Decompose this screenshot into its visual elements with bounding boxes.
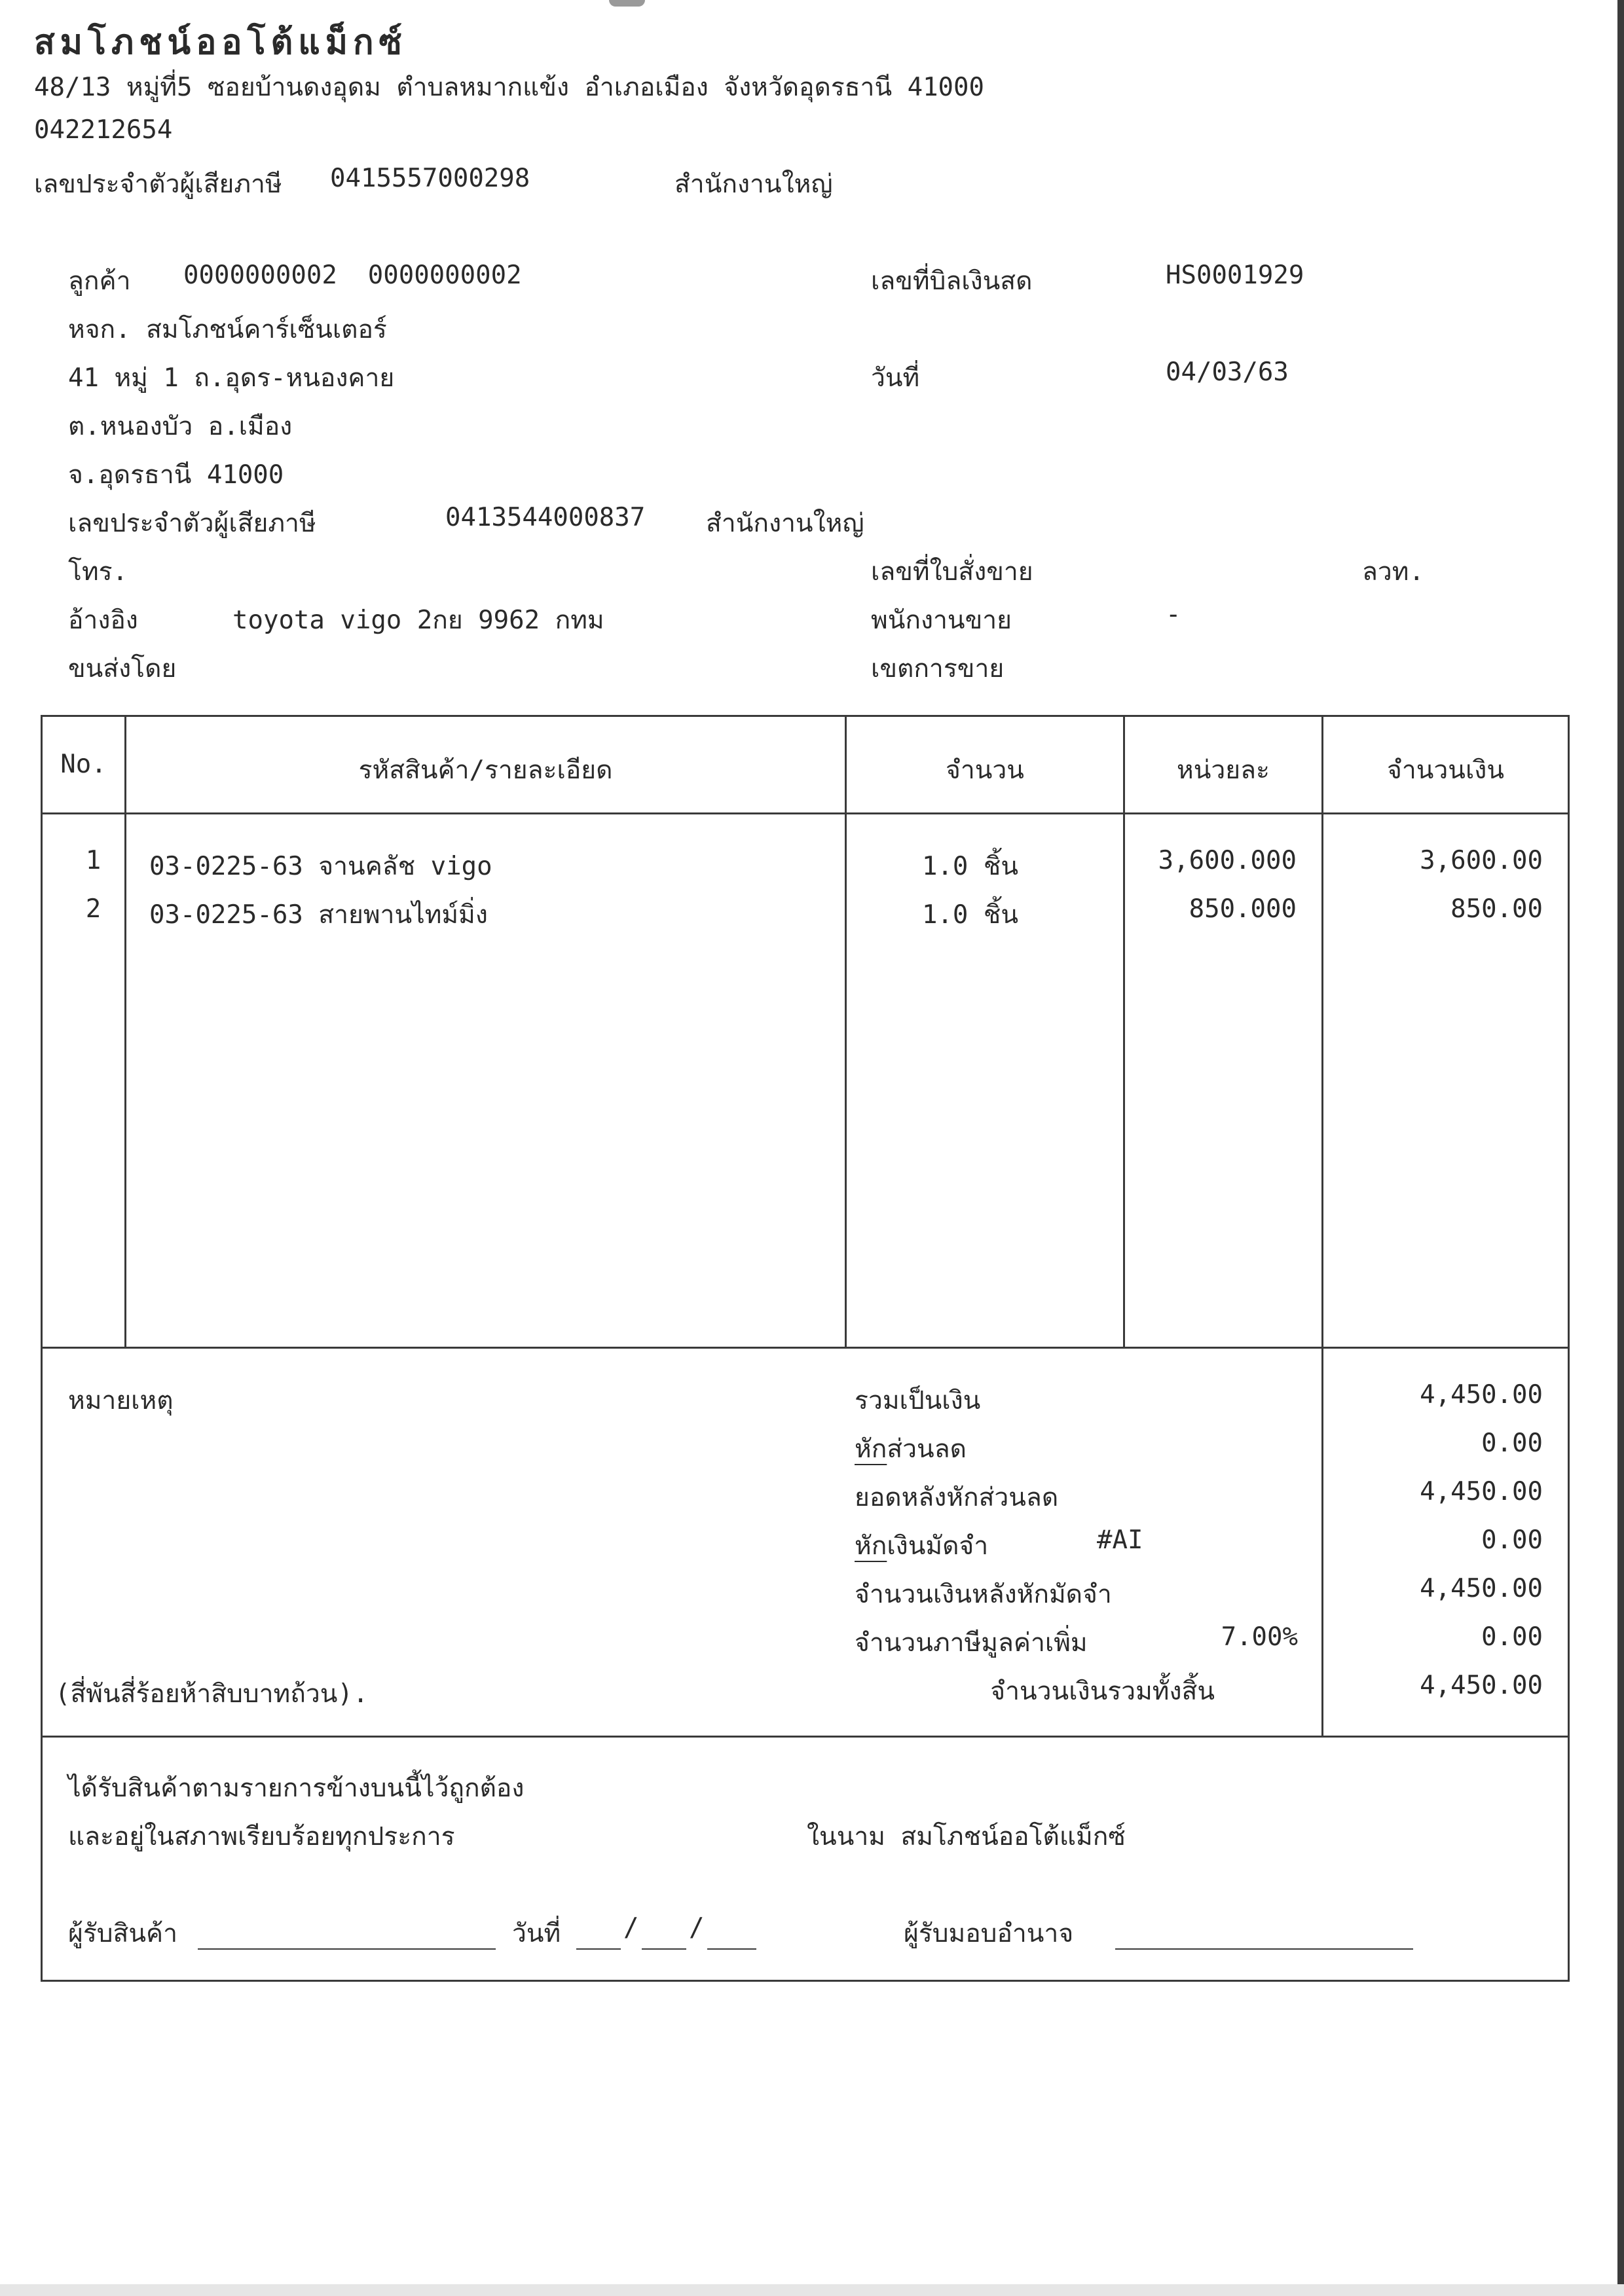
- after-deposit-value: 4,450.00: [1420, 1574, 1543, 1603]
- subtotal-value: 4,450.00: [1420, 1380, 1543, 1410]
- scan-smudge: [609, 0, 645, 7]
- vat-rate: 7.00%: [1221, 1622, 1298, 1652]
- reference-label: อ้างอิง: [68, 606, 138, 635]
- sales-order-label: เลขที่ใบสั่งขาย: [871, 557, 1033, 587]
- company-tax-label: เลขประจำตัวผู้เสียภาษี: [34, 170, 282, 199]
- deposit-label: [855, 1525, 988, 1566]
- row-1-unit-price: 3,600.000: [1158, 846, 1297, 875]
- after-discount-value: 4,450.00: [1420, 1477, 1543, 1506]
- bill-date-label: วันที่: [871, 363, 920, 393]
- header-quantity: จำนวน: [946, 756, 1024, 785]
- row-2-amount: 850.00: [1450, 894, 1543, 924]
- receive-date-slash-1: /: [623, 1913, 639, 1942]
- customer-label: ลูกค้า: [68, 266, 131, 296]
- remark-label: หมายเหตุ: [68, 1386, 174, 1415]
- header-amount: จำนวนเงิน: [1386, 756, 1504, 785]
- scan-bottom-edge: [0, 2284, 1624, 2296]
- company-address: 48/13 หมู่ที่5 ซอยบ้านดงอุดม ตำบลหมากแข้ง อำเภอเมือง จังหวัดอุดรธานี 41000: [34, 73, 984, 102]
- received-statement-2: และอยู่ในสภาพเรียบร้อยทุกประการ: [68, 1822, 455, 1851]
- customer-address-1: 41 หมู่ 1 ถ.อุดร-หนองคาย: [68, 363, 395, 393]
- received-statement-1: ได้รับสินค้าตามรายการข้างบนนี้ไว้ถูกต้อง: [68, 1774, 525, 1803]
- summary-bottom-border: [41, 1736, 1570, 1738]
- amount-in-words: (สี่พันสี่ร้อยห้าสิบบาทถ้วน).: [55, 1679, 369, 1709]
- after-deposit-label: จำนวนเงินหลังหักมัดจำ: [855, 1580, 1112, 1609]
- receive-date-slash-2: /: [689, 1913, 705, 1942]
- col-divider-qty: [1123, 715, 1125, 1349]
- receive-date-day-line: [576, 1948, 621, 1950]
- table-header-divider: [41, 812, 1570, 814]
- discount-label-deduct: หัก: [855, 1434, 887, 1464]
- row-1-amount: 3,600.00: [1420, 846, 1543, 875]
- customer-tax-label: เลขประจำตัวผู้เสียภาษี: [68, 509, 316, 538]
- col-divider-desc: [845, 715, 847, 1349]
- discount-label-rest: ส่วนลด: [887, 1434, 967, 1464]
- receive-date-year-line: [707, 1948, 756, 1950]
- discount-label: [855, 1429, 967, 1469]
- customer-branch: สำนักงานใหญ่: [706, 509, 864, 538]
- company-phone: 042212654: [34, 115, 173, 145]
- header-unit-price: หน่วยละ: [1177, 756, 1270, 785]
- vat-label: จำนวนภาษีมูลค่าเพิ่ม: [855, 1628, 1088, 1658]
- after-discount-label: ยอดหลังหักส่วนลด: [855, 1483, 1059, 1512]
- bill-number-label: เลขที่บิลเงินสด: [871, 266, 1033, 296]
- discount-value: 0.00: [1481, 1429, 1543, 1458]
- subtotal-label: รวมเป็นเงิน: [855, 1386, 981, 1415]
- sales-area-label: เขตการขาย: [871, 654, 1005, 683]
- row-1-quantity: 1.0 ชิ้น: [921, 852, 1018, 881]
- row-2-description: 03-0225-63 สายพานไทม์มิ่ง: [149, 900, 488, 930]
- frame-right-border: [1568, 715, 1570, 1982]
- table-body-bottom-border: [41, 1347, 1570, 1349]
- customer-address-2: ต.หนองบัว อ.เมือง: [68, 412, 293, 441]
- reference-value: toyota vigo 2กย 9962 กทม: [232, 606, 604, 635]
- company-tax-id: 0415557000298: [330, 164, 530, 193]
- receive-date-month-line: [642, 1948, 686, 1950]
- footer-bottom-border: [41, 1980, 1570, 1982]
- salesperson-label: พนักงานขาย: [871, 606, 1012, 635]
- receive-date-label: วันที่: [512, 1919, 561, 1948]
- grand-total-label: จำนวนเงินรวมทั้งสิ้น: [990, 1677, 1215, 1706]
- authorized-label: ผู้รับมอบอำนาจ: [904, 1919, 1074, 1948]
- bill-date: 04/03/63: [1166, 357, 1289, 387]
- receiver-label: ผู้รับสินค้า: [68, 1919, 178, 1948]
- row-1-description: 03-0225-63 จานคลัช vigo: [149, 852, 492, 881]
- row-1-no: 1: [85, 846, 101, 875]
- customer-name: หจก. สมโภชน์คาร์เซ็นเตอร์: [68, 315, 387, 344]
- deposit-label-rest: เงินมัดจำ: [887, 1531, 989, 1561]
- vat-value: 0.00: [1481, 1622, 1543, 1652]
- row-2-quantity: 1.0 ชิ้น: [921, 900, 1018, 930]
- shipping-label: ขนส่งโดย: [68, 654, 177, 683]
- salesperson-value: -: [1166, 600, 1181, 629]
- bill-number: HS0001929: [1166, 261, 1304, 290]
- table-top-border: [41, 715, 1570, 717]
- sales-order-value: ลวท.: [1362, 557, 1424, 587]
- customer-tax-id: 0413544000837: [445, 503, 646, 532]
- deposit-code: #AI: [1097, 1525, 1143, 1555]
- row-2-no: 2: [85, 894, 101, 924]
- row-2-unit-price: 850.000: [1189, 894, 1297, 924]
- authorized-signature-line: [1115, 1948, 1413, 1950]
- company-name: สมโภชน์ออโต้แม็กซ์: [34, 22, 407, 62]
- grand-total-value: 4,450.00: [1420, 1671, 1543, 1700]
- header-description: รหัสสินค้า/รายละเอียด: [358, 756, 613, 785]
- on-behalf-of: ในนาม สมโภชน์ออโต้แม็กซ์: [807, 1822, 1126, 1851]
- customer-phone-label: โทร.: [68, 557, 128, 587]
- company-branch: สำนักงานใหญ่: [674, 170, 833, 199]
- customer-code: 0000000002 0000000002: [183, 261, 522, 290]
- deposit-label-deduct: หัก: [855, 1531, 887, 1561]
- col-divider-no: [124, 715, 126, 1349]
- customer-address-3: จ.อุดรธานี 41000: [68, 460, 284, 490]
- receiver-signature-line: [198, 1948, 496, 1950]
- deposit-value: 0.00: [1481, 1525, 1543, 1555]
- header-no: No.: [60, 750, 107, 779]
- scan-right-edge: [1617, 0, 1624, 2296]
